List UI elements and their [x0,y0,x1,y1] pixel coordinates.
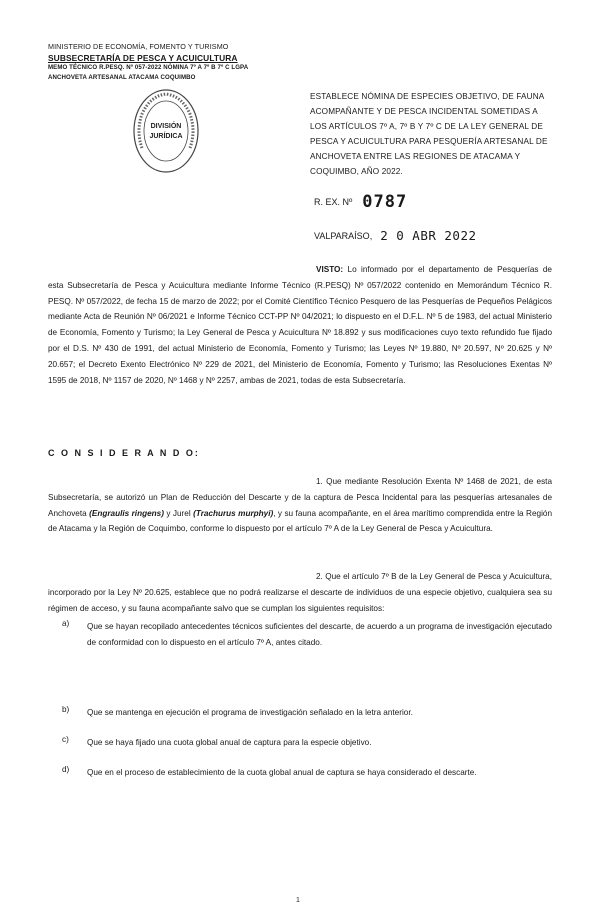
item-c-letter: c) [62,735,69,744]
item-a-letter: a) [62,619,70,628]
date-stamp: 2 0 ABR 2022 [380,228,477,243]
memo-reference: MEMO TÉCNICO R.PESQ. Nº 057-2022 NÓMINA 7º A 7º B 7º C LGPA [48,64,249,71]
item-a-text: Que se hayan recopilado antecedentes técnicos suficientes del descarte, de acuerdo a un programa de investigación ejecutado de conformidad con lo dispuesto en el artículo 7º A, antes citado. [87,622,552,647]
visto-paragraph [48,262,552,388]
page-number: 1 [296,897,300,904]
species-trachurus: (Trachurus murphyi) [193,508,274,518]
rex-number: 0787 [362,192,408,212]
visto-text: Lo informado por el departamento de Pesquerías de esta Subsecretaría de Pesca y Acuicultura mediante Informe Técnico (R.PESQ) Nº 057/2022 contenido en Memorándum Técnico R. PESQ. Nº 057/2022, de fecha 15 de marzo de 2022; por el Comité Científico Técnico Pesquero de las Pesquerías de Pequeños Pelágicos mediante Acta de Reunión Nº 06/2021 e Informe Técnico CCT-PP Nº 04/2021; lo dispuesto en el D.F.L. Nº 5 de 1983, del actual Ministerio de Economía, Fomento y Turismo; la Ley General de Pesca y Acuicultura Nº 18.892 y sus modificaciones cuyo texto refundido fue fijado por el D.S. Nº 430 de 1991, del actual Ministerio de Economía, Fomento y Turismo; las Leyes Nº 19.880, Nº 20.597, Nº 20.625 y Nº 20.657; el Decreto Exento Electrónico Nº 229 de 2021, del Ministerio de Economía, Fomento y Turismo; las Resoluciones Exentas Nº 1595 de 2018, Nº 1157 de 2020, Nº 1468 y Nº 2257, ambas de 2021, todas de esta Subsecretaría. [48,265,552,385]
subsecretaria-name: SUBSECRETARÍA DE PESCA Y ACUICULTURA [48,52,238,63]
document-header [48,42,298,82]
p1-text-b: y Jurel [163,508,194,518]
item-b-letter: b) [62,705,70,714]
stamp-line1: DIVISIÓN [150,123,182,130]
item-c-text: Que se haya fijado una cuota global anual de captura para la especie objetivo. [87,738,372,747]
ministry-name: MINISTERIO DE ECONOMÍA, FOMENTO Y TURISMO [48,42,229,51]
considerando-paragraph-1 [48,474,552,537]
p1-text-c: , y su fauna acompañante, en el área marítimo comprendida entre la Región de Atacama y la Región de Coquimbo, conforme lo dispuesto por el artículo 7º A de la Ley General de Pesca y Acuicultura. [48,508,552,534]
stamp-line2: JURÍDICA [149,133,183,140]
considerando-paragraph-2: 2. Que el artículo 7º B de la Ley General de Pesca y Acuicultura, incorporado por la Ley Nº 20.625, establece que no podrá realizarse el descarte de individuos de una especie objetivo, cualquiera sea su régimen de acceso, y su fauna acompañante salvo que se cumplan los siguientes requisitos: [48,572,552,613]
fishery-reference: ANCHOVETA ARTESANAL ATACAMA COQUIMBO [48,73,196,81]
rex-label: R. EX. Nº [314,197,353,207]
species-engraulis: (Engraulis ringens) [89,508,164,518]
visto-lead: VISTO: [316,265,344,274]
division-juridica-stamp [132,88,200,174]
item-d-letter: d) [62,765,70,774]
place-label: VALPARAÍSO, [314,231,373,241]
considerando-heading: C O N S I D E R A N D O: [48,448,200,458]
resolution-number-line [314,192,407,212]
resolution-title: ESTABLECE NÓMINA DE ESPECIES OBJETIVO, DE FAUNA ACOMPAÑANTE Y DE PESCA INCIDENTAL SOMETIDAS A LOS ARTÍCULOS 7º A, 7º B Y 7º C DE LA LEY GENERAL DE PESCA Y ACUICULTURA PARA PESQUERÍA ARTESANAL DE ANCHOVETA ENTRE LAS REGIONES DE ATACAMA Y COQUIMBO, AÑO 2022. [310,92,548,176]
item-d-text: Que en el proceso de establecimiento de la cuota global anual de captura se haya considerado el descarte. [87,768,477,777]
p1-text-a: 1. Que mediante Resolución Exenta Nº 1468 de 2021, de esta Subsecretaría, se autorizó un Plan de Reducción del Descarte y de la captura de Pesca Incidental para las pesquerías artesanales de Anchoveta [48,477,552,518]
place-date-line [314,228,477,243]
item-b-text: Que se mantenga en ejecución el programa de investigación señalado en la letra anterior. [87,708,413,717]
